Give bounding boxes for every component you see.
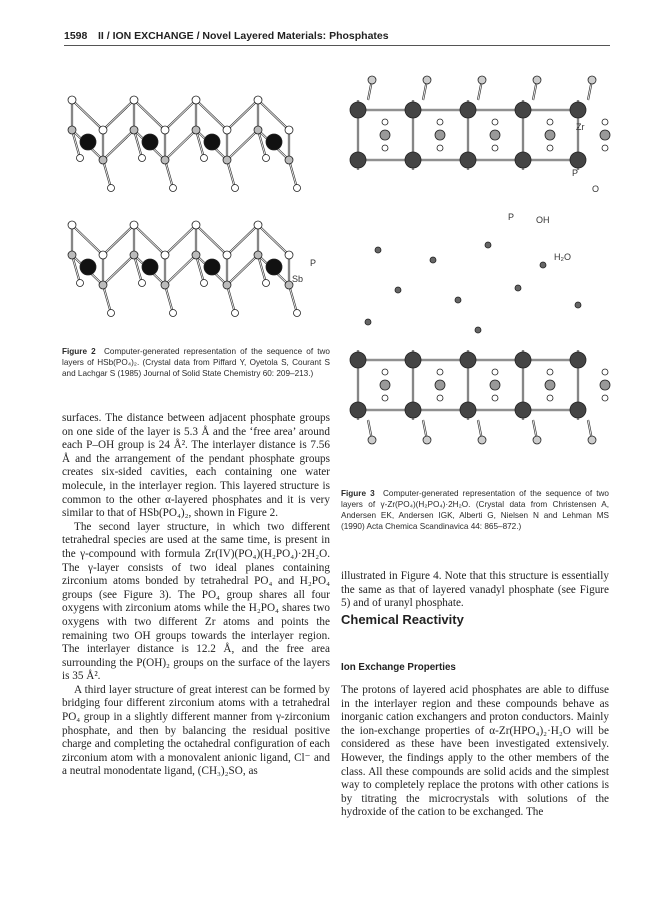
oxygen-atom (232, 310, 239, 317)
page-number: 1598 (64, 30, 88, 42)
left-paragraph-2: The second layer structure, in which two different tetrahedral species are used at the same time, is present in the γ-compound with formula Zr(IV)(PO₄)(H₂PO₄)·2H₂O. The γ-layer consists of two ideal planes containing zirconium atoms bonded by tetrahedral PO₄ and H₂PO₄ groups (see Figure 3). The PO₄ group shares all four oxygens with zirconium atoms while the H₂PO₄ shares two oxygens with two different Zr atoms and points the remaining two OH groups towards the interlayer region. The interlayer distance is 12.2 Å, and the free area surrounding the P(OH)₂ groups on the surface of the layers is 35 Å². (62, 520, 330, 683)
bond-highlight (196, 225, 227, 255)
oxygen-atom (99, 251, 107, 259)
zirconium-atom (405, 102, 421, 118)
zirconium-atom (515, 102, 531, 118)
zirconium-atom (570, 102, 586, 118)
oxygen-atom (192, 96, 200, 104)
zirconium-atom (570, 402, 586, 418)
zirconium-atom (570, 352, 586, 368)
hydroxyl-oxygen (368, 76, 376, 84)
left-paragraph-1: surfaces. The distance between adjacent phosphate groups on one side of the layer is 5.3 Å and the ‘free area’ around each P–OH group is 24 Å². The interlayer distance is 7.56 Å and the arrangement of the pendant phosphate groups creates six-sided cavities, each containing one water molecule, in the interlayer region. This layered structure is common to the other α-layered phosphates and it is very similar to that of HSb(PO₄)₂, shown in Figure 2. (62, 412, 330, 520)
antimony-atom (142, 134, 158, 150)
bond-highlight (134, 100, 165, 130)
zirconium-atom (460, 352, 476, 368)
bond-highlight (103, 255, 134, 285)
fig3-label-zr: Zr (576, 122, 585, 132)
zirconium-atom (350, 102, 366, 118)
bond-highlight (103, 100, 134, 130)
antimony-atom (204, 259, 220, 275)
oxygen-atom (492, 369, 498, 375)
water-molecule (455, 297, 461, 303)
bond-highlight (258, 100, 289, 130)
oxygen-atom (223, 251, 231, 259)
bond-highlight (227, 225, 258, 255)
zirconium-atom (515, 352, 531, 368)
oxygen-atom (437, 369, 443, 375)
fig2-label-sb: Sb (292, 274, 304, 284)
phosphorus-atom (130, 126, 138, 134)
oxygen-atom (192, 221, 200, 229)
oxygen-atom (170, 310, 177, 317)
section-heading: Chemical Reactivity (341, 612, 464, 627)
phosphorus-atom (600, 130, 610, 140)
bond-highlight (72, 100, 103, 130)
fig3-label-p-lower: P (508, 212, 515, 222)
antimony-atom (204, 134, 220, 150)
bond-highlight (165, 100, 196, 130)
phosphorus-atom (435, 380, 445, 390)
oxygen-atom (602, 145, 608, 151)
right-paragraph-1: illustrated in Figure 4. Note that this structure is essentially the same as that of layered vanadyl phosphate (see Figure 5) and of uranyl phosphate. (341, 570, 609, 610)
hydroxyl-oxygen (588, 436, 596, 444)
water-molecule (485, 242, 491, 248)
fig3-label-p-upper: P (572, 168, 579, 178)
bond-highlight (72, 225, 103, 255)
running-title: II / ION EXCHANGE / Novel Layered Materials: Phosphates (98, 30, 389, 42)
phosphorus-atom (285, 156, 293, 164)
oxygen-atom (77, 280, 84, 287)
zirconium-atom (515, 152, 531, 168)
oxygen-atom (294, 310, 301, 317)
fig3-label-o: O (592, 184, 600, 194)
phosphorus-atom (490, 380, 500, 390)
antimony-atom (80, 134, 96, 150)
oxygen-atom (161, 126, 169, 134)
phosphorus-atom (99, 156, 107, 164)
zirconium-atom (405, 352, 421, 368)
oxygen-atom (139, 155, 146, 162)
hydroxyl-oxygen (478, 436, 486, 444)
phosphorus-atom (223, 156, 231, 164)
oxygen-atom (382, 369, 388, 375)
zirconium-atom (460, 402, 476, 418)
fig3-label-h2o: H₂O (554, 252, 571, 262)
oxygen-atom (223, 126, 231, 134)
bond-highlight (103, 225, 134, 255)
phosphorus-atom (130, 251, 138, 259)
oxygen-atom (602, 395, 608, 401)
water-molecule (365, 319, 371, 325)
bond-highlight (165, 255, 196, 285)
oxygen-atom (547, 119, 553, 125)
antimony-atom (80, 259, 96, 275)
phosphorus-atom (380, 130, 390, 140)
left-paragraph-3: A third layer structure of great interest can be formed by bridging four different zirconium atoms with a tetrahedral PO₄ group in a slightly different manner from γ-zirconium phosphate, and then by balancing the residual positive charge and completing the octahedral configuration of each zirconium atom with a monovalent anionic ligand, Cl⁻ and a neutral monodentate ligand, (CH₃)₂SO, as (62, 683, 330, 778)
zirconium-atom (460, 152, 476, 168)
antimony-atom (266, 134, 282, 150)
figure-3-caption-text: Computer-generated representation of the sequence of two layers of γ-Zr(PO₄)(H₂PO₄)·2H₂O. (Crystal data from Christensen A, Andersen EK, Andersen IGK, Alberti G, Nielsen N and Lehman MS (1990) Acta Chemica Scandinavica 44: 865–872.) (341, 489, 609, 531)
oxygen-atom (254, 96, 262, 104)
oxygen-atom (232, 185, 239, 192)
figure-3-caption (341, 488, 609, 532)
oxygen-atom (130, 221, 138, 229)
water-molecule (395, 287, 401, 293)
oxygen-atom (139, 280, 146, 287)
water-molecule (540, 262, 546, 268)
hydroxyl-oxygen (423, 76, 431, 84)
phosphorus-atom (223, 281, 231, 289)
water-molecule (430, 257, 436, 263)
oxygen-atom (294, 185, 301, 192)
figure-2-image (62, 60, 330, 330)
zirconium-atom (570, 152, 586, 168)
phosphorus-atom (68, 126, 76, 134)
figure-3-image (338, 60, 614, 480)
oxygen-atom (68, 96, 76, 104)
antimony-atom (142, 259, 158, 275)
oxygen-atom (547, 395, 553, 401)
bond-highlight (165, 130, 196, 160)
bond-highlight (258, 225, 289, 255)
figure-3-caption-label: Figure 3 (341, 489, 375, 498)
zirconium-atom (350, 152, 366, 168)
phosphorus-atom (192, 126, 200, 134)
antimony-atom (266, 259, 282, 275)
zirconium-atom (460, 102, 476, 118)
oxygen-atom (285, 126, 293, 134)
water-molecule (515, 285, 521, 291)
zirconium-atom (350, 402, 366, 418)
phosphorus-atom (68, 251, 76, 259)
hydroxyl-oxygen (478, 76, 486, 84)
zirconium-atom (350, 352, 366, 368)
oxygen-atom (382, 145, 388, 151)
water-molecule (375, 247, 381, 253)
phosphorus-atom (161, 281, 169, 289)
phosphorus-atom (254, 126, 262, 134)
phosphorus-atom (254, 251, 262, 259)
running-header (64, 30, 610, 46)
oxygen-atom (263, 280, 270, 287)
oxygen-atom (382, 119, 388, 125)
right-column-body (341, 684, 609, 820)
oxygen-atom (77, 155, 84, 162)
fig2-label-p: P (310, 258, 317, 268)
oxygen-atom (382, 395, 388, 401)
phosphorus-atom (600, 380, 610, 390)
oxygen-atom (201, 280, 208, 287)
oxygen-atom (437, 395, 443, 401)
phosphorus-atom (192, 251, 200, 259)
oxygen-atom (170, 185, 177, 192)
oxygen-atom (492, 119, 498, 125)
phosphorus-atom (545, 380, 555, 390)
bond-highlight (103, 130, 134, 160)
left-column (62, 412, 330, 779)
oxygen-atom (547, 369, 553, 375)
header-rule (64, 45, 610, 46)
water-molecule (475, 327, 481, 333)
oxygen-atom (492, 395, 498, 401)
oxygen-atom (547, 145, 553, 151)
bond-highlight (227, 130, 258, 160)
oxygen-atom (602, 119, 608, 125)
phosphorus-atom (545, 130, 555, 140)
oxygen-atom (602, 369, 608, 375)
bond-highlight (165, 225, 196, 255)
hydroxyl-oxygen (533, 436, 541, 444)
bond-highlight (134, 225, 165, 255)
phosphorus-atom (380, 380, 390, 390)
phosphorus-atom (490, 130, 500, 140)
figure-2-caption-label: Figure 2 (62, 347, 96, 356)
phosphorus-atom (99, 281, 107, 289)
oxygen-atom (161, 251, 169, 259)
phosphorus-atom (161, 156, 169, 164)
hydroxyl-oxygen (368, 436, 376, 444)
oxygen-atom (437, 145, 443, 151)
hydroxyl-oxygen (533, 76, 541, 84)
oxygen-atom (254, 221, 262, 229)
zirconium-atom (405, 402, 421, 418)
hydroxyl-oxygen (588, 76, 596, 84)
fig3-label-oh: OH (536, 215, 550, 225)
figure-2-caption-text: Computer-generated representation of the sequence of two layers of HSb(PO₄)₂. (Crystal data from Piffard Y, Oyetola S, Courant S and Lachgar S (1985) Journal of Solid State Chemistry 60: 209–213.) (62, 347, 330, 378)
oxygen-atom (201, 155, 208, 162)
oxygen-atom (130, 96, 138, 104)
oxygen-atom (492, 145, 498, 151)
oxygen-atom (263, 155, 270, 162)
oxygen-atom (285, 251, 293, 259)
zirconium-atom (405, 152, 421, 168)
bond-highlight (196, 100, 227, 130)
oxygen-atom (437, 119, 443, 125)
water-molecule (575, 302, 581, 308)
bond-highlight (227, 100, 258, 130)
hydroxyl-oxygen (423, 436, 431, 444)
right-column-intro (341, 570, 609, 611)
phosphorus-atom (435, 130, 445, 140)
figure-2-caption (62, 346, 330, 379)
bond-highlight (227, 255, 258, 285)
oxygen-atom (108, 310, 115, 317)
oxygen-atom (108, 185, 115, 192)
zirconium-atom (515, 402, 531, 418)
oxygen-atom (99, 126, 107, 134)
oxygen-atom (68, 221, 76, 229)
subsection-heading: Ion Exchange Properties (341, 662, 456, 673)
right-paragraph-2: The protons of layered acid phosphates are able to diffuse in the interlayer region and these compounds behave as inorganic cation exchangers and proton conductors. Mainly the ion-exchange properties of α-Zr(HPO₄)₂·H₂O will be considered as these have been investigated extensively. However, the findings apply to the other members of the class. All these compounds are solid acids and the simplest way to completely replace the protons with other cations is by titrating the microcrystals with solutions of the hydroxide of the cation to be exchanged. The (341, 684, 609, 819)
